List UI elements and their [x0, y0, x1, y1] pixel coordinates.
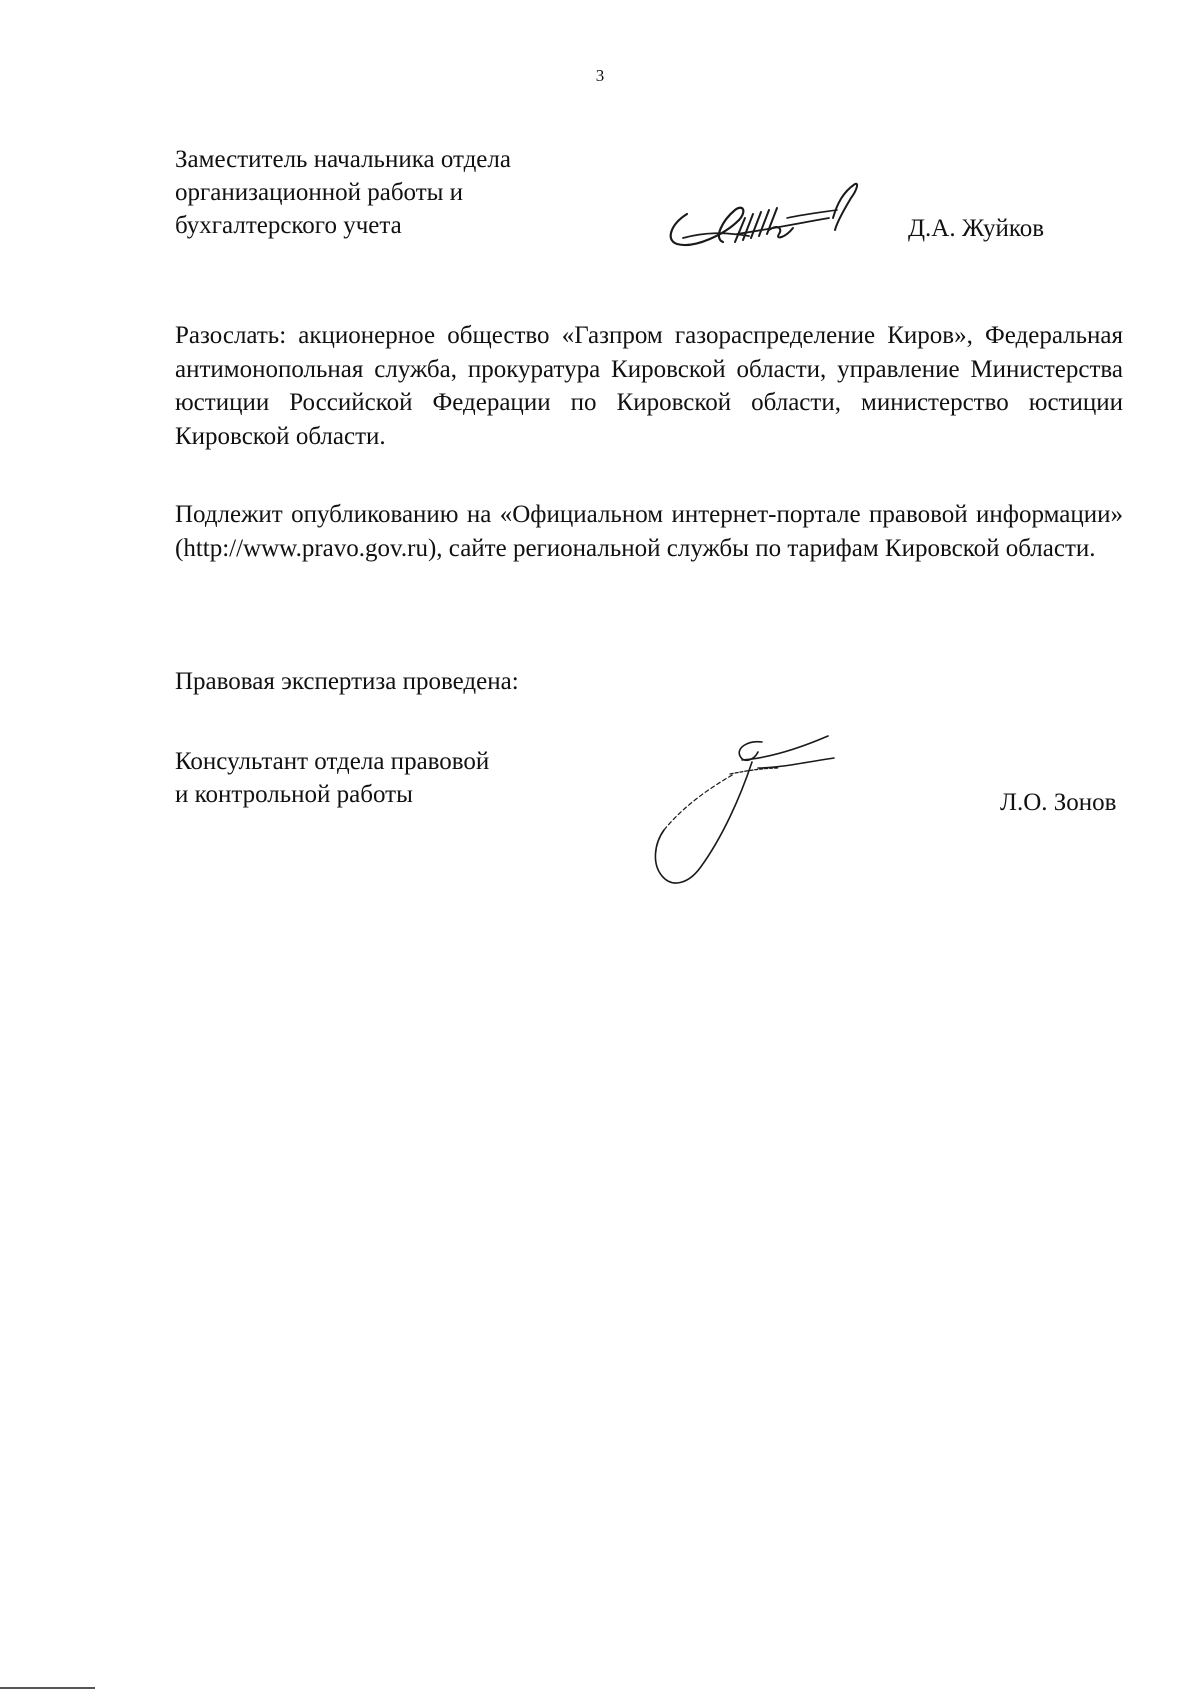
publication-paragraph: Подлежит опубликованию на «Официальном интернет-портале правовой информации» (http://www.pravo.gov.ru), сайте региональной службы по тарифам Кировской области.: [175, 501, 1123, 562]
signatory-2-name: Л.О. Зонов: [1000, 789, 1117, 816]
signatory-1-title-line: организационной работы и: [175, 179, 464, 206]
page-number: 3: [595, 66, 605, 85]
distribution-paragraph: Разослать: акционерное общество «Газпром газораспределение Киров», Федеральная антимонопольная служба, прокуратура Кировской области, управление Министерства юстиции Российской Федерации по Кировской области, министерство юстиции Кировской области.: [175, 322, 1123, 450]
signatory-2-title-line: Консультант отдела правовой: [175, 748, 490, 775]
signature-1: [665, 178, 905, 268]
signatory-1-title-line: Заместитель начальника отдела: [175, 146, 511, 173]
signatory-2-title: [175, 745, 489, 811]
scan-edge-mark: [0, 1687, 95, 1689]
signatory-1-title-line: бухгалтерского учета: [175, 212, 402, 239]
signatory-2-title-line: и контрольной работы: [175, 781, 413, 808]
signatory-1-title: [175, 143, 511, 242]
signatory-1-name: Д.А. Жуйков: [908, 215, 1045, 242]
legal-review-heading: Правовая экспертиза проведена:: [175, 668, 519, 695]
signature-2: [630, 728, 860, 898]
